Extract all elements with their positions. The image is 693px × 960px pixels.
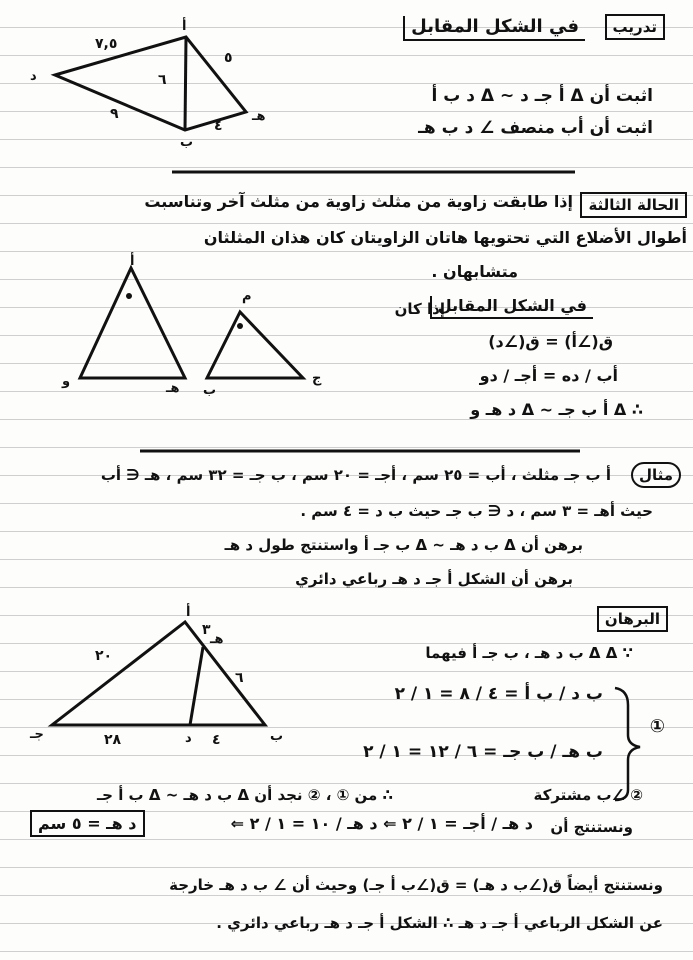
triangle-abj	[52, 622, 265, 725]
example-line-2: حيث أهـ = ٣ سم ، د ∈ ب جـ حيث ب د = ٤ سم .	[300, 502, 653, 520]
if-label: إذا كان	[394, 300, 445, 318]
fig3-len-jd: ٢٨	[104, 732, 122, 748]
figure-3	[29, 603, 283, 748]
fig3-len-aj: ٢٠	[95, 648, 113, 664]
case-three-box	[580, 192, 687, 218]
fig1-label-a: أ	[182, 19, 187, 34]
figure-title-2: في الشكل المقابل	[430, 296, 593, 319]
fig3-label-a: أ	[186, 605, 191, 620]
fig1-label-d: د	[30, 69, 37, 84]
fig3-len-db: ٤	[212, 732, 221, 748]
fig3-label-j: جـ	[30, 727, 44, 742]
proof-heading-box	[597, 606, 668, 632]
proof-line-1: ∵ Δ Δ ب د هـ ، ب جـ أ فيهما	[425, 644, 633, 662]
brace	[615, 688, 640, 800]
proof-line-4-text: ونستنتج أن	[550, 818, 633, 836]
case-text-line-3: متشابهان .	[431, 262, 518, 281]
fig1-len-ab: ٥	[224, 50, 233, 66]
fig1-len-hb: ٤	[214, 118, 223, 134]
condition-1: ق(∠أ) = ق(∠د)	[488, 332, 613, 351]
proof-ratio-2: ب هـ / ب جـ = ٦ / ١٢ = ١ / ٢	[363, 742, 603, 762]
proof-heading: البرهان	[604, 610, 660, 628]
example-label: مثال	[638, 466, 673, 484]
fig1-len-ad: ٧,٥	[95, 36, 118, 52]
result-box	[30, 810, 145, 837]
fig1-len-ah: ٦	[158, 72, 167, 88]
fig3-label-h: هـ	[210, 632, 224, 647]
segment-hd	[190, 647, 203, 725]
case-text-line-1: إذا طابقت زاوية من مثلث زاوية من مثلث آخر وتناسبت	[144, 192, 573, 211]
condition-3: ∴ Δ أ ب جـ ~ Δ د هـ و	[470, 400, 643, 419]
angle-mark-a	[126, 293, 132, 299]
fig2-label-h: هـ	[166, 381, 180, 396]
result-value: د هـ = ٥ سم	[38, 814, 137, 833]
fig3-label-d: د	[185, 731, 192, 746]
proof-ratio-1: ب د / ب أ = ٤ / ٨ = ١ / ٢	[394, 684, 603, 704]
brace-number: ①	[649, 716, 665, 737]
example-line-1: أ ب جـ مثلث ، أب = ٢٥ سم ، أجـ = ٢٠ سم ، ب جـ = ٣٢ سم ، هـ ∈ أب	[100, 466, 611, 484]
case-text-line-2: أطوال الأضلاع التي تحتويها هاتان الزاويتان كان هذان المثلثان	[203, 228, 687, 247]
fig1-label-b: ب	[180, 135, 194, 150]
fig3-label-b: ب	[270, 729, 284, 744]
example-line-3: برهن أن Δ ب د هـ ~ Δ ب جـ أ واستنتج طول د هـ	[224, 536, 583, 554]
example-line-4: برهن أن الشكل أ جـ د هـ رباعي دائري	[295, 570, 573, 588]
fig2-label-m: م	[242, 289, 252, 304]
case-three-heading: الحالة الثالثة	[588, 196, 679, 214]
fig2-label-j: ج	[312, 371, 322, 386]
angle-mark-m	[237, 323, 243, 329]
proof-line-6: عن الشكل الرباعي أ جـ د هـ ∴ الشكل أ جـ د هـ رباعي دائري .	[216, 914, 663, 932]
exercise-label: تدريب	[612, 18, 657, 36]
fig3-len-ah: ٣	[202, 622, 211, 638]
triangle-large	[80, 268, 185, 378]
figure-2	[61, 252, 322, 398]
exercise-line-2: اثبت أن أب منصف ∠ د ب هـ	[418, 118, 653, 138]
quad-diagonal	[185, 37, 186, 130]
fig1-label-h: هـ	[252, 109, 266, 124]
fig2-label-w: و	[62, 374, 71, 389]
fig1-len-dh: ٩	[110, 106, 119, 122]
proof-line-2: ② ∠ب مشتركة	[533, 786, 643, 804]
proof-line-5: ونستنتج أيضاً ق(∠ب د هـ) = ق(∠ب أ جـ) وحيث أن ∠ ب د هـ خارجة	[169, 876, 663, 894]
condition-2: أب / ده = أجـ / دو	[479, 366, 618, 385]
proof-line-3: ∴ من ① ، ② نجد أن Δ ب د هـ ~ Δ ب أ جـ	[97, 786, 393, 804]
exercise-line-1: اثبت أن Δ أ جـ د ~ Δ د ب أ	[431, 86, 653, 106]
quad-outline	[55, 37, 246, 130]
figure-1	[30, 17, 265, 150]
example-label-box	[631, 462, 681, 488]
figure-title-1: في الشكل المقابل	[403, 16, 585, 41]
triangle-small	[207, 312, 303, 378]
fig3-len-hb: ٦	[235, 670, 244, 686]
fig2-label-a: أ	[130, 254, 135, 269]
fig2-label-b: ب	[203, 383, 217, 398]
proof-line-4-eq: د هـ / أجـ = ١ / ٢ ⇐ د هـ / ١٠ = ١ / ٢ ⇐	[230, 814, 533, 833]
